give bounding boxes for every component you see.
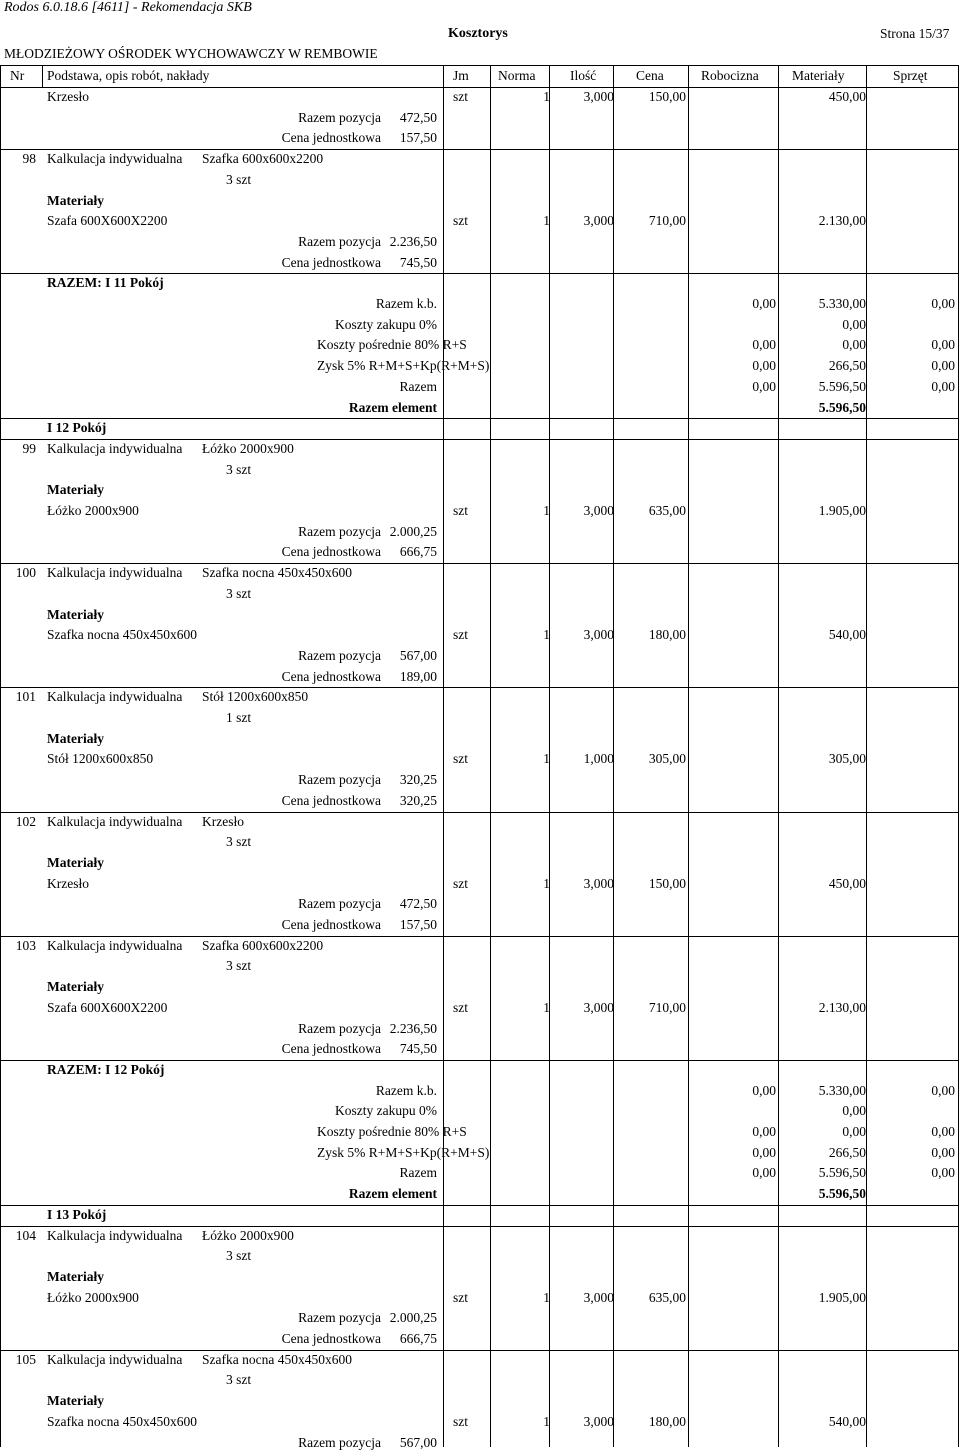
position-number: 105 [15,1352,36,1367]
summary-value: 320,25 [399,772,437,787]
equipment-cost: 0,00 [931,1124,955,1139]
summary-value: 567,00 [399,648,437,663]
position-quantity: 3 szt [226,958,252,973]
summary-label: Razem pozycja [298,524,381,539]
position-quantity: 3 szt [226,586,252,601]
labour-cost: 0,00 [752,1165,776,1180]
material-name: Krzesło [47,876,89,891]
materials-value: 2.130,00 [818,1000,866,1015]
unit: szt [453,751,468,766]
quantity: 3,000 [583,1290,614,1305]
material-name: Szafka nocna 450x450x600 [47,627,197,642]
grid-line [0,687,958,688]
grid-line [778,87,779,1447]
summary-value: 189,00 [399,669,437,684]
norm: 1 [543,213,550,228]
materials-value: 450,00 [828,876,866,891]
position-basis: Kalkulacja indywidualna [47,441,183,456]
page-number: Strona 15/37 [880,26,950,41]
summary-label: Cena jednostkowa [281,130,381,145]
material-name: Szafa 600X600X2200 [47,1000,168,1015]
unit: szt [453,1290,468,1305]
organization-name: MŁODZIEŻOWY OŚRODEK WYCHOWAWCZY W REMBOWIE [4,46,378,61]
position-description: Łóżko 2000x900 [202,1228,294,1243]
materials-value: 540,00 [828,627,866,642]
summary-label: Cena jednostkowa [281,1041,381,1056]
norm: 1 [543,627,550,642]
position-basis: Kalkulacja indywidualna [47,689,183,704]
col-header-description: Podstawa, opis robót, nakłady [47,68,210,83]
position-description: Łóżko 2000x900 [202,441,294,456]
norm: 1 [543,1000,550,1015]
norm: 1 [543,1414,550,1429]
grid-line [0,439,958,440]
cost-label: Koszty zakupu 0% [335,317,437,332]
summary-label: Cena jednostkowa [281,255,381,270]
materials-heading: Materiały [47,1269,104,1284]
grid-line [688,87,689,1447]
summary-value: 2.236,50 [389,234,437,249]
grid-line [0,936,958,937]
position-basis: Kalkulacja indywidualna [47,1352,183,1367]
labour-cost: 0,00 [752,1083,776,1098]
quantity: 3,000 [583,627,614,642]
norm: 1 [543,1290,550,1305]
summary-value: 666,75 [399,544,437,559]
position-basis: Kalkulacja indywidualna [47,814,183,829]
position-number: 99 [22,441,36,456]
position-basis: Kalkulacja indywidualna [47,565,183,580]
materials-value: 1.905,00 [818,503,866,518]
grid-line [549,87,550,1447]
norm: 1 [543,89,550,104]
position-basis: Kalkulacja indywidualna [47,1228,183,1243]
position-description: Krzesło [202,814,244,829]
grid-line [0,65,958,66]
summary-label: Razem pozycja [298,896,381,911]
col-header-robocizna: Robocizna [701,68,759,83]
unit: szt [453,503,468,518]
section-total-heading: RAZEM: I 12 Pokój [47,1062,165,1077]
materials-heading: Materiały [47,607,104,622]
grid-line [0,273,958,274]
summary-label: Cena jednostkowa [281,1331,381,1346]
materials-cost: 0,00 [842,337,866,352]
equipment-cost: 0,00 [931,1083,955,1098]
summary-label: Cena jednostkowa [281,669,381,684]
materials-cost: 5.330,00 [818,1083,866,1098]
labour-cost: 0,00 [752,1145,776,1160]
unit: szt [453,627,468,642]
summary-value: 472,50 [399,110,437,125]
grid-line [0,87,958,88]
material-name: Łóżko 2000x900 [47,1290,139,1305]
position-quantity: 1 szt [226,710,252,725]
material-name: Krzesło [47,89,89,104]
col-header-nr: Nr [10,68,25,83]
summary-label: Cena jednostkowa [281,793,381,808]
summary-value: 745,50 [399,1041,437,1056]
labour-cost: 0,00 [752,1124,776,1139]
cost-label: Zysk 5% R+M+S+Kp(R+M+S) [317,1145,490,1160]
position-quantity: 3 szt [226,834,252,849]
summary-value: 666,75 [399,1331,437,1346]
summary-value: 472,50 [399,896,437,911]
equipment-cost: 0,00 [931,379,955,394]
summary-value: 157,50 [399,917,437,932]
col-header-ilosc: Ilość [570,68,597,83]
position-number: 103 [15,938,36,953]
element-total-label: Razem element [348,1186,437,1201]
materials-cost: 5.596,50 [818,1165,866,1180]
summary-label: Cena jednostkowa [281,544,381,559]
grid-line [866,65,867,87]
materials-cost: 0,00 [842,1124,866,1139]
labour-cost: 0,00 [752,296,776,311]
materials-heading: Materiały [47,731,104,746]
materials-cost: 0,00 [842,1103,866,1118]
unit-price: 150,00 [648,876,686,891]
position-number: 101 [15,689,36,704]
material-name: Stół 1200x600x850 [47,751,154,766]
quantity: 3,000 [583,876,614,891]
section-total-heading: RAZEM: I 11 Pokój [47,275,164,290]
unit-price: 635,00 [648,1290,686,1305]
materials-cost: 0,00 [842,317,866,332]
materials-heading: Materiały [47,979,104,994]
equipment-cost: 0,00 [931,296,955,311]
grid-line [0,149,958,150]
quantity: 1,000 [583,751,614,766]
grid-line [613,87,614,1447]
unit-price: 150,00 [648,89,686,104]
summary-value: 2.000,25 [389,1310,437,1325]
unit: szt [453,876,468,891]
grid-line [613,65,614,87]
labour-cost: 0,00 [752,379,776,394]
equipment-cost: 0,00 [931,1145,955,1160]
position-description: Szafka 600x600x2200 [202,938,324,953]
equipment-cost: 0,00 [931,1165,955,1180]
unit-price: 635,00 [648,503,686,518]
position-quantity: 3 szt [226,1248,252,1263]
unit-price: 710,00 [648,213,686,228]
quantity: 3,000 [583,213,614,228]
materials-cost: 5.596,50 [818,379,866,394]
materials-value: 540,00 [828,1414,866,1429]
grid-line [443,87,444,1447]
grid-line [42,65,43,87]
grid-line [0,418,958,419]
summary-label: Razem pozycja [298,110,381,125]
equipment-cost: 0,00 [931,358,955,373]
unit: szt [453,1414,468,1429]
grid-line [490,65,491,87]
cost-label: Koszty pośrednie 80% R+S [317,337,467,352]
quantity: 3,000 [583,503,614,518]
summary-label: Razem pozycja [298,648,381,663]
position-number: 104 [15,1228,36,1243]
grid-line [0,563,958,564]
position-description: Szafka nocna 450x450x600 [202,1352,352,1367]
unit-price: 710,00 [648,1000,686,1015]
position-quantity: 3 szt [226,462,252,477]
cost-label: Razem [399,379,437,394]
section-heading: I 13 Pokój [47,1207,107,1222]
col-header-jm: Jm [453,68,469,83]
grid-line [0,1205,958,1206]
position-number: 102 [15,814,36,829]
unit-price: 180,00 [648,1414,686,1429]
position-basis: Kalkulacja indywidualna [47,938,183,953]
cost-label: Koszty pośrednie 80% R+S [317,1124,467,1139]
materials-value: 2.130,00 [818,213,866,228]
grid-line [778,65,779,87]
materials-cost: 266,50 [828,1145,866,1160]
position-quantity: 3 szt [226,172,252,187]
materials-value: 1.905,00 [818,1290,866,1305]
grid-line [0,812,958,813]
unit-price: 305,00 [648,751,686,766]
unit-price: 180,00 [648,627,686,642]
grid-line [958,87,959,1447]
quantity: 3,000 [583,89,614,104]
app-title: Rodos 6.0.18.6 [4611] - Rekomendacja SKB [4,0,252,15]
norm: 1 [543,751,550,766]
grid-line [0,65,1,87]
norm: 1 [543,503,550,518]
section-heading: I 12 Pokój [47,420,107,435]
materials-heading: Materiały [47,193,104,208]
quantity: 3,000 [583,1000,614,1015]
summary-label: Razem pozycja [298,1021,381,1036]
grid-line [549,65,550,87]
summary-label: Cena jednostkowa [281,917,381,932]
cost-label: Razem k.b. [375,1083,437,1098]
summary-label: Razem pozycja [298,234,381,249]
materials-heading: Materiały [47,482,104,497]
col-header-cena: Cena [636,68,664,83]
materials-cost: 5.330,00 [818,296,866,311]
cost-label: Zysk 5% R+M+S+Kp(R+M+S) [317,358,490,373]
grid-line [0,1350,958,1351]
grid-line [490,87,491,1447]
summary-value: 2.236,50 [389,1021,437,1036]
summary-value: 745,50 [399,255,437,270]
cost-label: Koszty zakupu 0% [335,1103,437,1118]
summary-value: 157,50 [399,130,437,145]
materials-cost: 266,50 [828,358,866,373]
summary-value: 2.000,25 [389,524,437,539]
labour-cost: 0,00 [752,337,776,352]
col-header-materialy: Materiały [792,68,845,83]
document-title: Kosztorys [448,26,508,41]
material-name: Łóżko 2000x900 [47,503,139,518]
element-total-label: Razem element [348,400,437,415]
summary-label: Razem pozycja [298,1310,381,1325]
summary-label: Razem pozycja [298,1435,381,1450]
cost-label: Razem k.b. [375,296,437,311]
position-number: 100 [15,565,36,580]
unit: szt [453,89,468,104]
position-description: Stół 1200x600x850 [202,689,309,704]
grid-line [0,1060,958,1061]
position-quantity: 3 szt [226,1372,252,1387]
position-number: 98 [22,151,36,166]
position-basis: Kalkulacja indywidualna [47,151,183,166]
materials-heading: Materiały [47,855,104,870]
grid-line [0,1226,958,1227]
grid-line [958,65,959,87]
summary-value: 320,25 [399,793,437,808]
equipment-cost: 0,00 [931,337,955,352]
quantity: 3,000 [583,1414,614,1429]
cost-label: Razem [399,1165,437,1180]
grid-line [688,65,689,87]
materials-value: 450,00 [828,89,866,104]
labour-cost: 0,00 [752,358,776,373]
material-name: Szafka nocna 450x450x600 [47,1414,197,1429]
grid-line [443,65,444,87]
unit: szt [453,213,468,228]
col-header-norma: Norma [498,68,536,83]
materials-value: 305,00 [828,751,866,766]
norm: 1 [543,876,550,891]
col-header-sprzet: Sprzęt [893,68,928,83]
summary-value: 567,00 [399,1435,437,1450]
material-name: Szafa 600X600X2200 [47,213,168,228]
summary-label: Razem pozycja [298,772,381,787]
position-description: Szafka 600x600x2200 [202,151,324,166]
element-total-value: 5.596,50 [818,1186,866,1201]
materials-heading: Materiały [47,1393,104,1408]
element-total-value: 5.596,50 [818,400,866,415]
grid-line [866,87,867,1447]
unit: szt [453,1000,468,1015]
position-description: Szafka nocna 450x450x600 [202,565,352,580]
